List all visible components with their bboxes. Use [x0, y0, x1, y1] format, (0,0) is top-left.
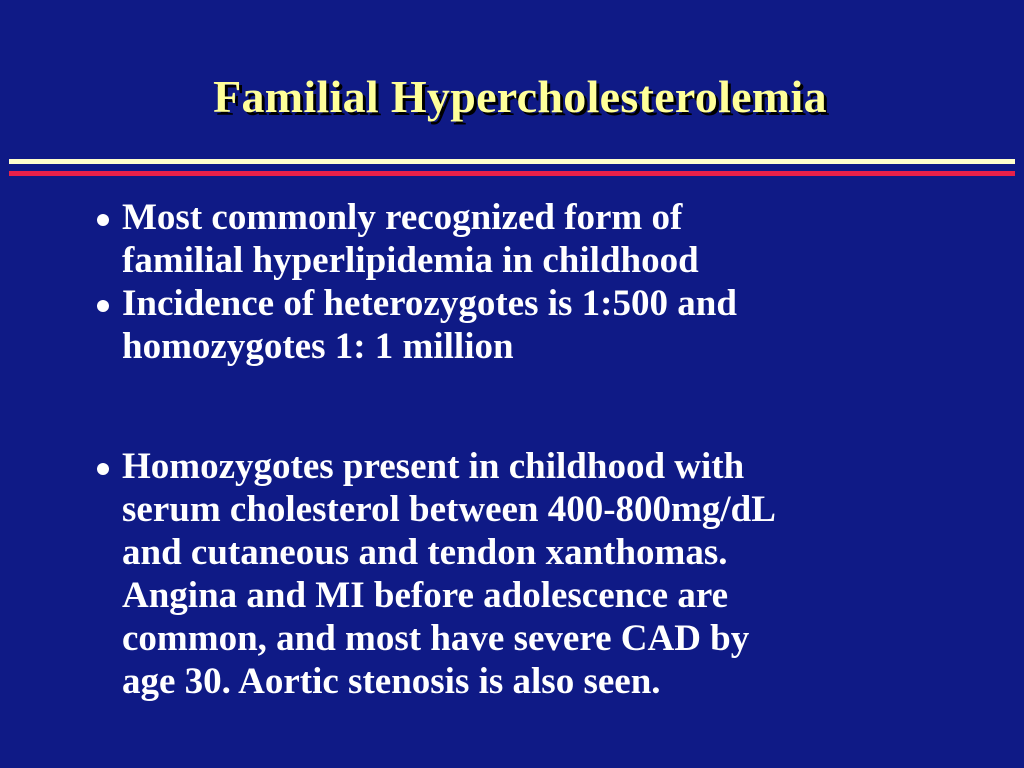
bullet-dot-icon	[97, 214, 109, 226]
bullet-dot-icon	[97, 300, 109, 312]
bullet-text-line: familial hyperlipidemia in childhood	[122, 240, 699, 281]
bullet-text-line: Angina and MI before adolescence are	[122, 575, 729, 616]
title-underline-red	[9, 171, 1015, 176]
bullet-item	[96, 445, 996, 703]
bullet-item	[96, 282, 996, 368]
bullet-text-line: common, and most have severe CAD by	[122, 618, 750, 659]
bullet-text-line: Homozygotes present in childhood with	[122, 446, 745, 487]
bullet-dot-icon	[97, 463, 109, 475]
bullet-text-line: and cutaneous and tendon xanthomas.	[122, 532, 728, 573]
bullet-text-line: serum cholesterol between 400-800mg/dL	[122, 489, 776, 530]
title-underline-cream	[9, 159, 1015, 164]
bullet-text-line: age 30. Aortic stenosis is also seen.	[122, 661, 661, 702]
bullet-text-line: Most commonly recognized form of	[122, 197, 683, 238]
slide-title: Familial Hypercholesterolemia	[213, 71, 827, 122]
bullet-text-line: Incidence of heterozygotes is 1:500 and	[122, 283, 737, 324]
bullet-text-line: homozygotes 1: 1 million	[122, 326, 514, 367]
bullet-item	[96, 196, 996, 282]
bullet-list	[96, 196, 996, 703]
